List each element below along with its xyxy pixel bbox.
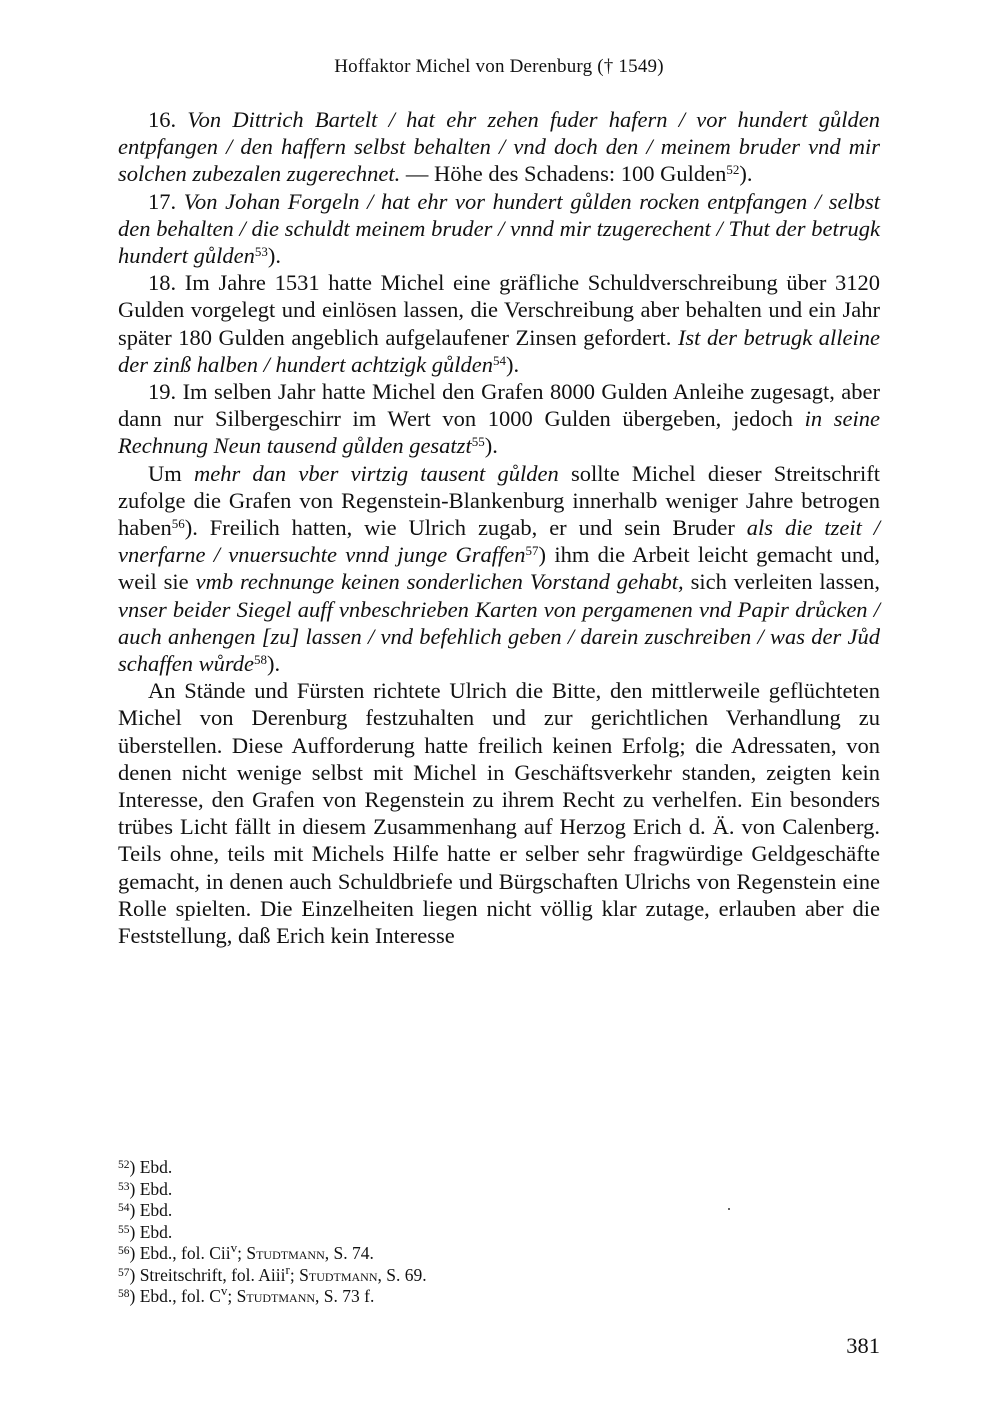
- footnote-ref[interactable]: 56: [171, 516, 185, 532]
- footnote-text: ) Streitschrift, fol. Aiii: [129, 1264, 286, 1285]
- text-run: ). Freilich hatten, wie Ulrich zugab, er und sein Bruder: [184, 515, 747, 541]
- author-name: Studtmann: [236, 1286, 316, 1306]
- text-run: sollte Michel dieser Streitschrift zufolge die Grafen von Regenstein-Blankenburg innerhalb weniger Jahre betrogen haben: [118, 460, 880, 541]
- print-speck: [728, 1208, 730, 1210]
- footnote-text: ;: [227, 1286, 237, 1306]
- footnote-number: 55: [118, 1223, 130, 1236]
- text-run: ).: [267, 651, 281, 677]
- text-run: ).: [505, 351, 520, 377]
- footnote-text: ) Ebd., fol. Cii: [129, 1243, 231, 1263]
- quote: vnser beider Siegel auff vnbeschrieben Karten von pergamenen vnd Papir drůcken / auch anhengen [zu] lassen / vnd befehlich geben / darein zuschreiben / was der Jůd schaffen wůrde: [118, 596, 880, 677]
- text-run: Im selben Jahr hatte Michel den Grafen 8000 Gulden Anleihe zugesagt, aber dann nur Silbergeschirr im Wert von 1000 Gulden übergeben, jedoch: [118, 379, 880, 432]
- paragraph-streitschrift: [118, 460, 880, 678]
- footnote-number: 53: [118, 1180, 130, 1193]
- author-name: Studtmann: [246, 1243, 325, 1263]
- text-run: ) ihm die Arbeit leicht gemacht und, weil sie: [118, 542, 880, 595]
- folio-side: v: [220, 1283, 228, 1298]
- footnote-54: [118, 1200, 880, 1222]
- quote: mehr dan vber virtzig tausent gůlden: [193, 460, 559, 486]
- footnote-57: [118, 1261, 880, 1287]
- paragraph-16: [118, 106, 880, 188]
- footnote-ref[interactable]: 58: [254, 652, 268, 668]
- text-run: ).: [484, 433, 498, 459]
- footnote-ref[interactable]: 57: [525, 543, 539, 559]
- quote: in seine Rechnung Neun tausend gůlden gesatzt: [118, 406, 880, 459]
- footnote-text: ;: [237, 1243, 247, 1263]
- paragraph-19: [118, 378, 880, 460]
- author-name: Studtmann: [299, 1264, 378, 1285]
- item-number: 19.: [148, 379, 177, 405]
- footnote-ref[interactable]: 53: [254, 244, 268, 260]
- text-run: Im Jahre 1531 hatte Michel eine gräfliche Schuldverschreibung über 3120 Gulden vorgelegt und einlösen lassen, die Verschreibung aber behalten und ein Jahr später 180 Gulden angeblich aufgelaufener Zinsen gefordert.: [118, 270, 881, 350]
- footnote-ref[interactable]: 55: [471, 434, 485, 450]
- text-run: ).: [267, 243, 281, 269]
- quote: vmb rechnunge keinen sonderlichen Vorstand gehabt,: [195, 569, 684, 595]
- quote: Von Dittrich Bartelt / hat ehr zehen fuder hafern / vor hundert gůlden entpfangen / den haffern selbst behalten / vnd doch den / meinem bruder vnd mir solchen zubezalen zugerechnet.: [118, 107, 880, 187]
- footnote-text: , S. 69.: [377, 1264, 427, 1285]
- footnote-58: [118, 1283, 880, 1308]
- footnote-text: ) Ebd., fol. C: [129, 1286, 221, 1306]
- footnote-number: 58: [118, 1288, 130, 1300]
- footnote-text: , S. 74.: [324, 1243, 374, 1263]
- footnote-text: ) Ebd.: [129, 1200, 173, 1220]
- footnote-text: ) Ebd.: [129, 1221, 173, 1242]
- paragraph-18: [118, 269, 880, 378]
- footnote-56: [118, 1240, 880, 1265]
- footnote-text: ) Ebd.: [129, 1157, 173, 1177]
- folio-side: r: [285, 1261, 290, 1277]
- quote: Ist der betrugk alleine der zinß halben / hundert achtzigk gůlden: [118, 324, 881, 377]
- footnote-number: 54: [118, 1202, 130, 1214]
- footnote-ref[interactable]: 54: [492, 352, 506, 368]
- footnotes: [118, 1157, 880, 1308]
- text-run: ).: [739, 161, 753, 187]
- paragraph-staende: [118, 677, 880, 949]
- item-number: 17.: [148, 188, 177, 214]
- text-run: — Höhe des Schadens: 100 Gulden: [400, 161, 727, 187]
- item-number: 18.: [148, 270, 177, 296]
- footnote-text: ;: [289, 1264, 300, 1285]
- running-head: Hoffaktor Michel von Derenburg († 1549): [334, 56, 664, 77]
- quote: Von Johan Forgeln / hat ehr vor hundert gůlden rocken entpfangen / selbst den behalten / die schuldt meinem bruder / vnnd mir tzugerechent / Thut der betrugk hundert gůlden: [118, 188, 881, 269]
- footnote-number: 52: [118, 1159, 130, 1171]
- footnote-text: ) Ebd.: [129, 1178, 173, 1199]
- page-number: 381: [846, 1333, 880, 1358]
- footnote-52: [118, 1157, 880, 1179]
- text-run: sich verleiten lassen,: [683, 569, 880, 595]
- text-run: An Stände und Fürsten richtete Ulrich die Bitte, den mittlerweile geflüchteten Michel von Derenburg festzuhalten und zur gerichtlichen Verhandlung zu überstellen. Diese Aufforderung hatte freilich keinen Erfolg; die Adressaten, von denen nicht wenige selbst mit Michel in Geschäftsverkehr standen, zeigten kein Interesse, den Grafen von Regenstein zu ihrem Recht zu verhelfen. Ein besonders trübes Licht fällt in diesem Zusammenhang auf Herzog Erich d. Ä. von Calenberg. Teils ohne, teils mit Michels Hilfe hatte er selber sehr fragwürdige Geldgeschäfte gemacht, in denen auch Schuldbriefe und Bürgschaften Ulrichs von Regenstein eine Rolle spielten. Die Einzelheiten liegen nicht völlig klar zutage, erlauben aber die Feststellung, daß Erich kein Interesse: [118, 678, 880, 949]
- footnote-ref[interactable]: 52: [726, 162, 740, 178]
- folio-side: v: [230, 1240, 238, 1255]
- footnote-number: 57: [118, 1266, 130, 1279]
- quote: als die tzeit / vnerfarne / vnuersuchte vnnd junge Graffen: [118, 515, 880, 568]
- item-number: 16.: [148, 107, 177, 132]
- paragraph-17: [118, 188, 880, 270]
- footnote-53: [118, 1179, 880, 1201]
- text-run: Um: [148, 460, 194, 486]
- book-page: [118, 0, 880, 1419]
- footnote-number: 56: [118, 1245, 130, 1257]
- body-text: [118, 106, 880, 949]
- footnote-text: , S. 73 f.: [315, 1286, 375, 1306]
